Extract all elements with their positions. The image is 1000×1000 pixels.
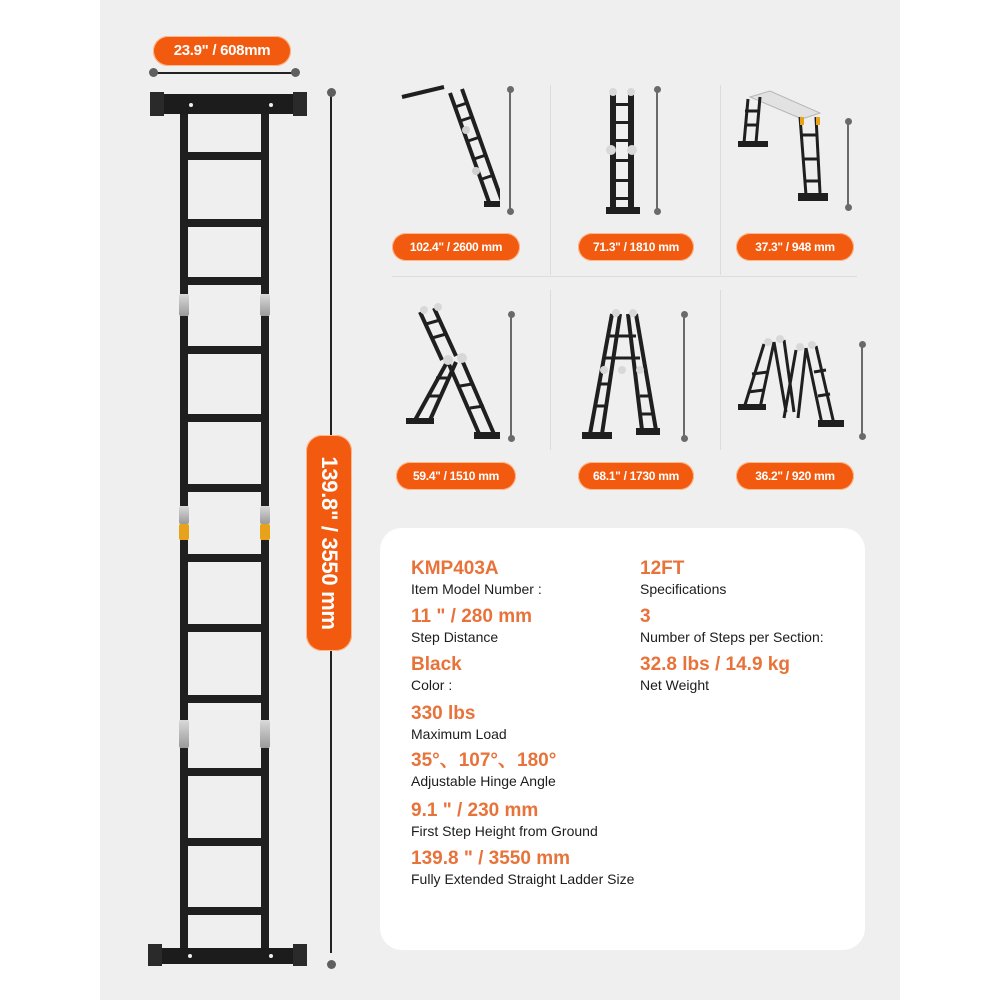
specifications-card <box>380 528 865 950</box>
spec-value: Black <box>411 654 462 675</box>
spec-maximum-load <box>411 703 507 743</box>
dimension-endpoint-icon <box>859 341 866 348</box>
config-a-frame <box>560 300 730 530</box>
ladder-top-cap <box>154 94 304 114</box>
spec-label: Fully Extended Straight Ladder Size <box>411 871 635 887</box>
height-indicator-line <box>861 344 863 436</box>
spec-net-weight <box>640 654 790 694</box>
spec-label: Color : <box>411 677 453 693</box>
height-indicator-line <box>683 314 685 438</box>
spec-step-distance <box>411 606 532 646</box>
ladder-rung <box>184 695 269 703</box>
spec-value: KMP403A <box>411 558 499 579</box>
spec-value: 32.8 lbs / 14.9 kg <box>640 654 790 675</box>
spec-value: 11 " / 280 mm <box>411 606 532 627</box>
ladder-rung <box>184 277 269 285</box>
hinge-icon <box>179 506 189 524</box>
spec-label: Specifications <box>640 581 727 597</box>
ladder-cap-end <box>150 92 164 116</box>
height-indicator-line <box>509 89 511 211</box>
dimension-endpoint-icon <box>291 68 300 77</box>
double-a-frame-ladder-icon <box>730 300 850 450</box>
straight-ladder-illustration <box>148 92 308 972</box>
dimension-endpoint-icon <box>654 86 661 93</box>
spec-label: Adjustable Hinge Angle <box>411 773 556 789</box>
config-height-badge: 36.2" / 920 mm <box>736 462 854 490</box>
height-dimension-badge <box>306 435 352 651</box>
dimension-endpoint-icon <box>681 435 688 442</box>
ladder-rail <box>261 316 269 506</box>
height-indicator-line <box>847 121 849 207</box>
dimension-endpoint-icon <box>845 118 852 125</box>
config-height-badge: 59.4" / 1510 mm <box>396 462 516 490</box>
ladder-rail <box>261 114 269 294</box>
hinge-lock-icon <box>179 524 189 540</box>
ladder-bottom-cap <box>154 948 304 964</box>
hinge-icon <box>179 720 189 748</box>
bolt-icon <box>188 954 192 958</box>
dimension-endpoint-icon <box>507 208 514 215</box>
config-height-badge: 71.3" / 1810 mm <box>578 233 694 261</box>
spec-label: Item Model Number : <box>411 581 542 597</box>
dimension-endpoint-icon <box>859 433 866 440</box>
wall-lean-ladder-icon <box>390 300 500 450</box>
dimension-endpoint-icon <box>508 435 515 442</box>
dimension-endpoint-icon <box>149 68 158 77</box>
folded-ladder-icon <box>560 75 660 215</box>
dimension-endpoint-icon <box>681 311 688 318</box>
hinge-icon <box>260 720 270 748</box>
ladder-rail <box>261 748 269 948</box>
spec-value: 12FT <box>640 558 685 579</box>
config-extended-angled <box>390 75 560 305</box>
spec-value: 139.8 " / 3550 mm <box>411 848 571 869</box>
ladder-cap-end <box>148 944 162 966</box>
spec-first-step-height <box>411 800 598 840</box>
dimension-endpoint-icon <box>327 88 336 97</box>
spec-label: Net Weight <box>640 677 709 693</box>
ladder-rail <box>180 114 188 294</box>
ladder-rail <box>180 748 188 948</box>
width-dimension-line <box>153 72 295 74</box>
config-double-a-frame <box>730 300 900 530</box>
angled-ladder-icon <box>390 75 500 215</box>
hinge-lock-icon <box>260 524 270 540</box>
width-dimension-badge: 23.9" / 608mm <box>153 36 291 66</box>
height-dimension-label: 139.8" / 3550 mm <box>317 456 342 630</box>
spec-value: 3 <box>640 606 651 627</box>
spec-model-number <box>411 558 542 598</box>
config-height-badge: 68.1" / 1730 mm <box>578 462 694 490</box>
spec-value: 9.1 " / 230 mm <box>411 800 539 821</box>
bolt-icon <box>269 103 273 107</box>
ladder-cap-end <box>293 92 307 116</box>
spec-color <box>411 654 462 694</box>
spec-hinge-angle <box>411 750 556 790</box>
ladder-rung <box>184 484 269 492</box>
config-folded-straight <box>560 75 730 305</box>
ladder-rung <box>184 624 269 632</box>
a-frame-ladder-icon <box>560 300 660 450</box>
dimension-endpoint-icon <box>508 311 515 318</box>
ladder-cap-end <box>293 944 307 966</box>
ladder-rail <box>180 316 188 506</box>
spec-label: Maximum Load <box>411 726 507 742</box>
spec-steps-per-section <box>640 606 824 646</box>
bolt-icon <box>269 954 273 958</box>
spec-value: 330 lbs <box>411 703 476 724</box>
ladder-rung <box>184 554 269 562</box>
scaffold-ladder-icon <box>730 75 840 215</box>
hinge-icon <box>260 506 270 524</box>
spec-label: First Step Height from Ground <box>411 823 598 839</box>
height-indicator-line <box>656 89 658 211</box>
height-indicator-line <box>510 314 512 438</box>
config-scaffold <box>730 75 900 305</box>
ladder-rung <box>184 768 269 776</box>
dimension-endpoint-icon <box>845 204 852 211</box>
hinge-icon <box>260 294 270 316</box>
bolt-icon <box>189 103 193 107</box>
ladder-rung <box>184 219 269 227</box>
config-height-badge: 37.3" / 948 mm <box>736 233 854 261</box>
ladder-rung <box>184 838 269 846</box>
spec-value: 35°、107°、180° <box>411 750 557 771</box>
spec-label: Step Distance <box>411 629 499 645</box>
ladder-rung <box>184 152 269 160</box>
spec-specifications <box>640 558 726 598</box>
ladder-rung <box>184 346 269 354</box>
ladder-rung <box>184 414 269 422</box>
spec-extended-size <box>411 848 634 888</box>
config-height-badge: 102.4" / 2600 mm <box>392 233 520 261</box>
hinge-icon <box>179 294 189 316</box>
dimension-endpoint-icon <box>507 86 514 93</box>
dimension-endpoint-icon <box>327 960 336 969</box>
config-wall-lean <box>390 300 560 530</box>
dimension-endpoint-icon <box>654 208 661 215</box>
spec-label: Number of Steps per Section: <box>640 629 824 645</box>
ladder-rung <box>184 907 269 915</box>
